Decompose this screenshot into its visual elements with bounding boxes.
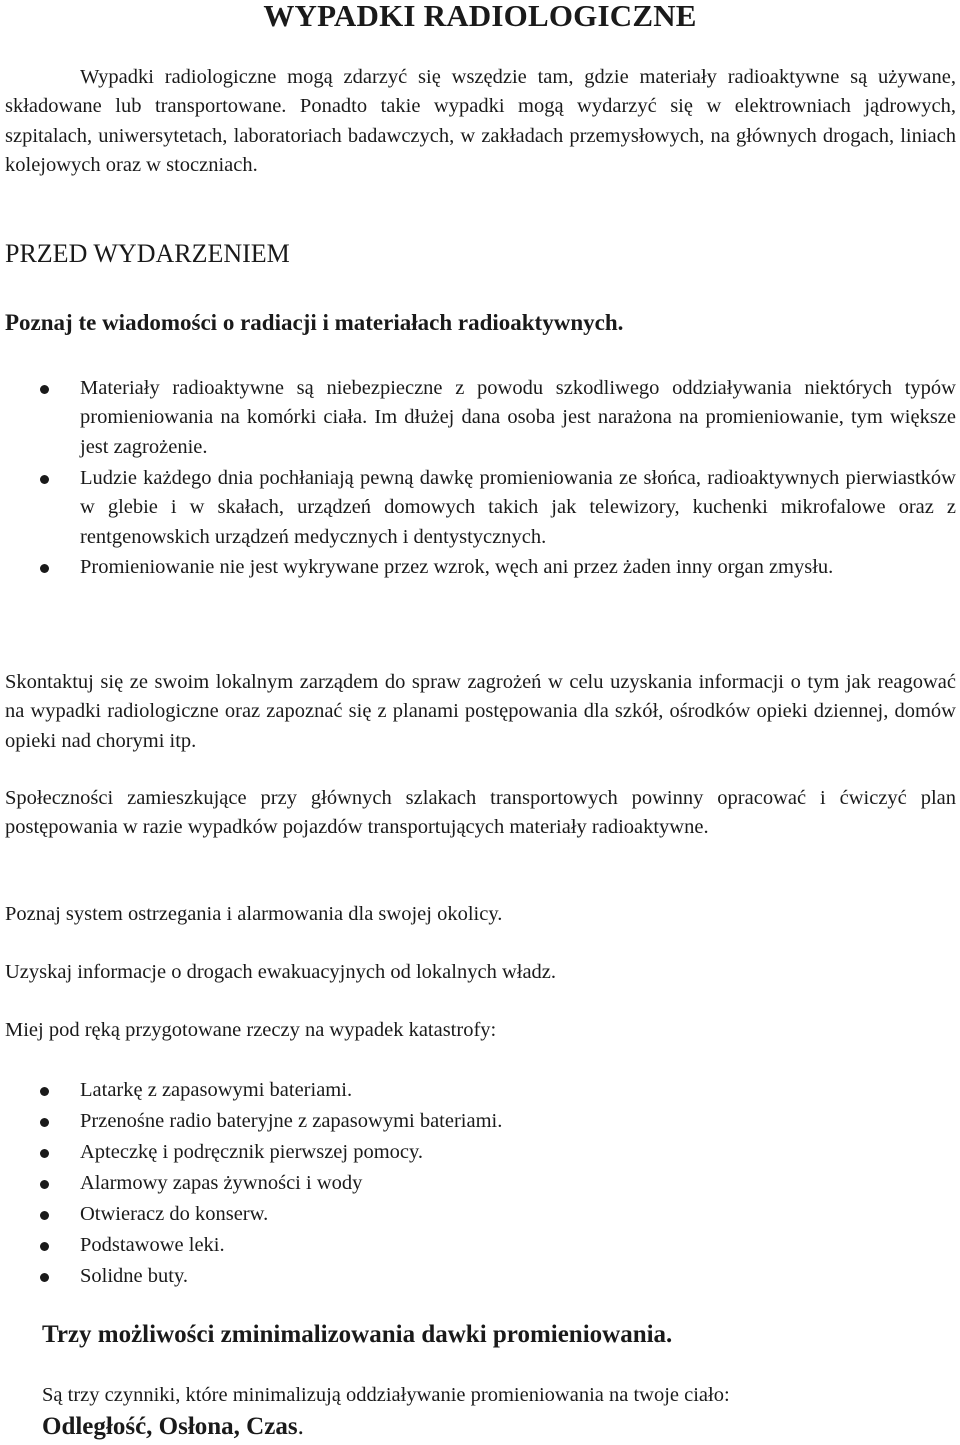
bullet-icon xyxy=(40,1118,49,1127)
emergency-supplies-list xyxy=(80,1076,956,1293)
bullet-icon xyxy=(40,475,49,484)
bullet-icon xyxy=(40,1149,49,1158)
bullet-icon xyxy=(40,564,49,573)
factors-intro: Są trzy czynniki, które minimalizują oddziaływanie promieniowania na twoje ciało: xyxy=(42,1384,730,1406)
warning-system-paragraph: Poznaj system ostrzegania i alarmowania dla swojej okolicy. xyxy=(5,903,503,925)
list-item xyxy=(80,1262,956,1291)
section-heading-before-event: PRZED WYDARZENIEM xyxy=(5,239,290,268)
list-item-text: Latarkę z zapasowymi bateriami. xyxy=(80,1079,353,1101)
community-paragraph: Społeczności zamieszkujące przy głównych szlakach transportowych powinny opracować i ćwiczyć plan postępowania w razie wypadków pojazdów transportujących materiały radioaktywne. xyxy=(5,787,956,839)
list-item-text: Apteczkę i podręcznik pierwszej pomocy. xyxy=(80,1141,424,1163)
list-item-text: Solidne buty. xyxy=(80,1265,189,1287)
list-item xyxy=(80,464,956,552)
list-item-text: Alarmowy zapas żywności i wody xyxy=(80,1172,363,1194)
emergency-kit-intro: Miej pod ręką przygotowane rzeczy na wypadek katastrofy: xyxy=(5,1019,497,1041)
evacuation-paragraph: Uzyskaj informacje o drogach ewakuacyjnych od lokalnych władz. xyxy=(5,961,557,983)
list-item xyxy=(80,374,956,462)
list-item-text: Otwieracz do konserw. xyxy=(80,1203,269,1225)
list-item xyxy=(80,1107,956,1136)
radiation-facts-list xyxy=(80,374,956,584)
list-item-text: Przenośne radio bateryjne z zapasowymi bateriami. xyxy=(80,1110,503,1132)
minimize-dose-heading: Trzy możliwości zminimalizowania dawki promieniowania. xyxy=(42,1321,673,1348)
list-item xyxy=(80,1138,956,1167)
list-item-text: Podstawowe leki. xyxy=(80,1234,225,1256)
list-item xyxy=(80,1076,956,1105)
bullet-icon xyxy=(40,1180,49,1189)
list-item-text: Ludzie każdego dnia pochłaniają pewną dawkę promieniowania ze słońca, radioaktywnych pierwiastków w glebie i w skałach, urządzeń domowych takich jak telewizory, kuchenki mikrofalowe oraz z rentgenowskich urządzeń medycznych i dentystycznych. xyxy=(80,466,956,548)
list-item xyxy=(80,1231,956,1260)
contact-paragraph: Skontaktuj się ze swoim lokalnym zarządem do spraw zagrożeń w celu uzyskania informacji o tym jak reagować na wypadki radiologiczne oraz zapoznać się z planami postępowania dla szkół, ośrodków opieki dziennej, domów opieki nad chorymi itp. xyxy=(5,671,956,752)
bullet-icon xyxy=(40,1242,49,1251)
factors-list: Odległość, Osłona, Czas xyxy=(42,1413,298,1440)
bullet-icon xyxy=(40,1087,49,1096)
factors-end: . xyxy=(297,1413,304,1440)
learn-facts-heading: Poznaj te wiadomości o radiacji i materiałach radioaktywnych. xyxy=(5,310,624,335)
factors-line xyxy=(42,1409,304,1445)
list-item xyxy=(80,1200,956,1229)
bullet-icon xyxy=(40,1273,49,1282)
bullet-icon xyxy=(40,1211,49,1220)
intro-paragraph: Wypadki radiologiczne mogą zdarzyć się wszędzie tam, gdzie materiały radioaktywne są używane, składowane lub transportowane. Ponadto takie wypadki mogą wydarzyć się w elektrowniach jądrowych, szpitalach, uniwersytetach, laboratoriach badawczych, w zakładach przemysłowych, na głównych drogach, liniach kolejowych oraz w stoczniach. xyxy=(5,66,956,177)
list-item-text: Promieniowanie nie jest wykrywane przez wzrok, węch ani przez żaden inny organ zmysłu. xyxy=(80,556,834,579)
bullet-icon xyxy=(40,385,49,394)
document-title: WYPADKI RADIOLOGICZNE xyxy=(263,0,697,33)
list-item-text: Materiały radioaktywne są niebezpieczne z powodu szkodliwego oddziaływania niektórych typów promieniowania na komórki ciała. Im dłużej dana osoba jest narażona na promieniowanie, tym większe jest zagrożenie. xyxy=(80,377,956,458)
list-item xyxy=(80,553,956,582)
list-item xyxy=(80,1169,956,1198)
